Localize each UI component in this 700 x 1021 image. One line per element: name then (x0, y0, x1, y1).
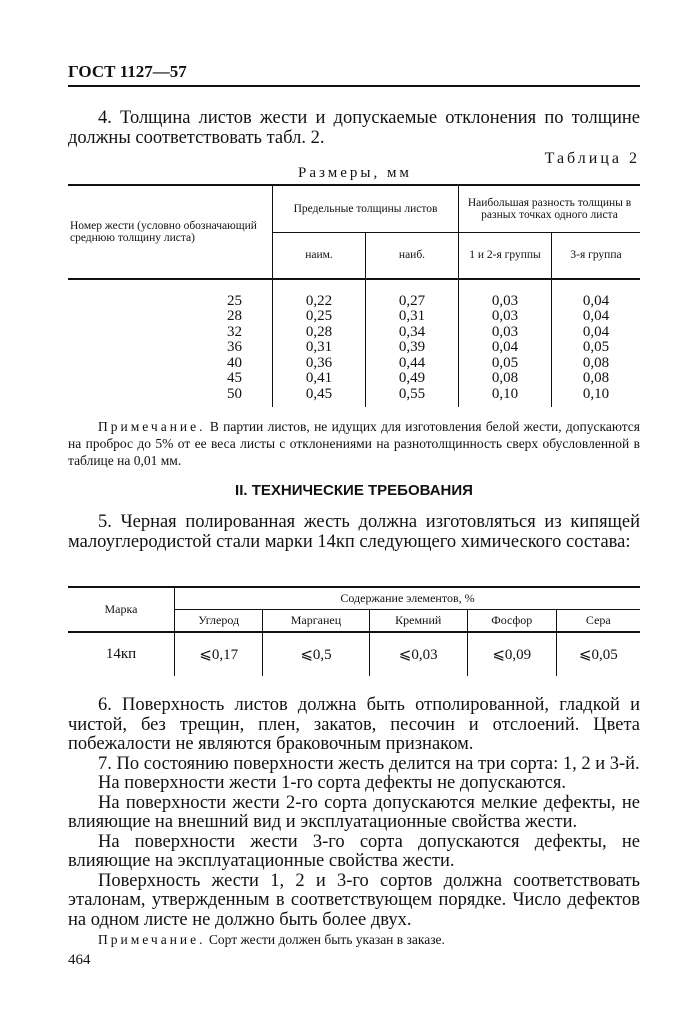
sulfur-value: ⩽0,05 (556, 632, 640, 676)
note-text: В партии листов, не идущих для изготовления белой жести, допускаются на проброс до 5% от ее веса листы с отклонениями на разнотолщинность сверх обусловленной в таблице на 0,01 мм. (68, 419, 640, 468)
paragraph-7: 7. По состоянию поверхности жесть делится на три сорта: 1, 2 и 3-й. (98, 753, 640, 774)
thickness-table (68, 184, 640, 407)
standard-header: ГОСТ 1127—57 (68, 62, 187, 81)
header-rule (68, 85, 640, 87)
body-text (68, 696, 640, 948)
paragraph-7b: На поверхности жести 2-го сорта допускаются мелкие дефекты, не влияющие на внешний вид и эксплуатационные свойства жести. (68, 792, 640, 832)
table-units: Размеры, мм (298, 165, 412, 181)
col-g3-values: 0,04 0,04 0,04 0,05 0,08 0,08 0,10 (552, 279, 641, 407)
col-carbon: Углерод (175, 610, 263, 633)
table-caption: Таблица 2 (544, 150, 640, 167)
paragraph-7d: Поверхность жести 1, 2 и 3-го сортов должна соответствовать эталонам, утвержденным в соответствующем порядке. Число дефектов на одном листе не должно быть более двух. (68, 870, 640, 930)
col-phosphorus: Фосфор (467, 610, 556, 633)
col-g3-header: 3-я группа (552, 233, 641, 279)
col-silicon: Кремний (369, 610, 467, 633)
page-number: 464 (68, 952, 91, 968)
paragraph-4: 4. Толщина листов жести и допускаемые отклонения по толщине должны соответствовать табл. 2. (68, 108, 640, 148)
col-g12-header: 1 и 2-я группы (459, 233, 552, 279)
section-heading: II. ТЕХНИЧЕСКИЕ ТРЕБОВАНИЯ (235, 482, 473, 499)
note-label: Примечание. (98, 419, 206, 434)
col-manganese: Марганец (263, 610, 369, 633)
paragraph-5: 5. Черная полированная жесть должна изготовляться из кипящей малоуглеродистой стали марки 14кп следующего химического состава: (68, 512, 640, 552)
col-min-header: наим. (273, 233, 366, 279)
col-g12-values: 0,03 0,03 0,03 0,04 0,05 0,08 0,10 (459, 279, 552, 407)
paragraph-7c: На поверхности жести 3-го сорта допускаются дефекты, не влияющие на эксплуатационные свойства жести. (68, 831, 640, 871)
composition-table (68, 586, 640, 676)
col-max-header: наиб. (366, 233, 459, 279)
col-max-values: 0,27 0,31 0,34 0,39 0,44 0,49 0,55 (366, 279, 459, 407)
grade-value: 14кп (105, 646, 137, 662)
col-number-header: Номер жести (условно обозначающий среднюю толщину листа) (70, 219, 257, 244)
col-content-header: Содержание элементов, % (175, 587, 641, 610)
col-sulfur: Сера (556, 610, 640, 633)
carbon-value: ⩽0,17 (175, 632, 263, 676)
note-2 (68, 931, 640, 948)
silicon-value: ⩽0,03 (369, 632, 467, 676)
note-text: Сорт жести должен быть указан в заказе. (205, 932, 445, 947)
phosphorus-value: ⩽0,09 (467, 632, 556, 676)
col-diff-header: Наибольшая разность толщины в разных точках одного листа (459, 185, 641, 233)
paragraph-7a: На поверхности жести 1-го сорта дефекты не допускаются. (98, 773, 567, 793)
paragraph-6: 6. Поверхность листов должна быть отполированной, гладкой и чистой, без трещин, плен, закатов, песочин и отслоений. Цвета побежалости не являются браковочным признаком. (68, 695, 640, 754)
col-number-values: 25 28 32 36 40 45 50 (227, 292, 242, 402)
col-grade-header: Марка (104, 602, 138, 616)
note-1 (68, 418, 640, 469)
col-limits-header: Предельные толщины листов (273, 185, 459, 233)
col-min-values: 0,22 0,25 0,28 0,31 0,36 0,41 0,45 (273, 279, 366, 407)
note-label: Примечание. (98, 932, 206, 947)
manganese-value: ⩽0,5 (263, 632, 369, 676)
